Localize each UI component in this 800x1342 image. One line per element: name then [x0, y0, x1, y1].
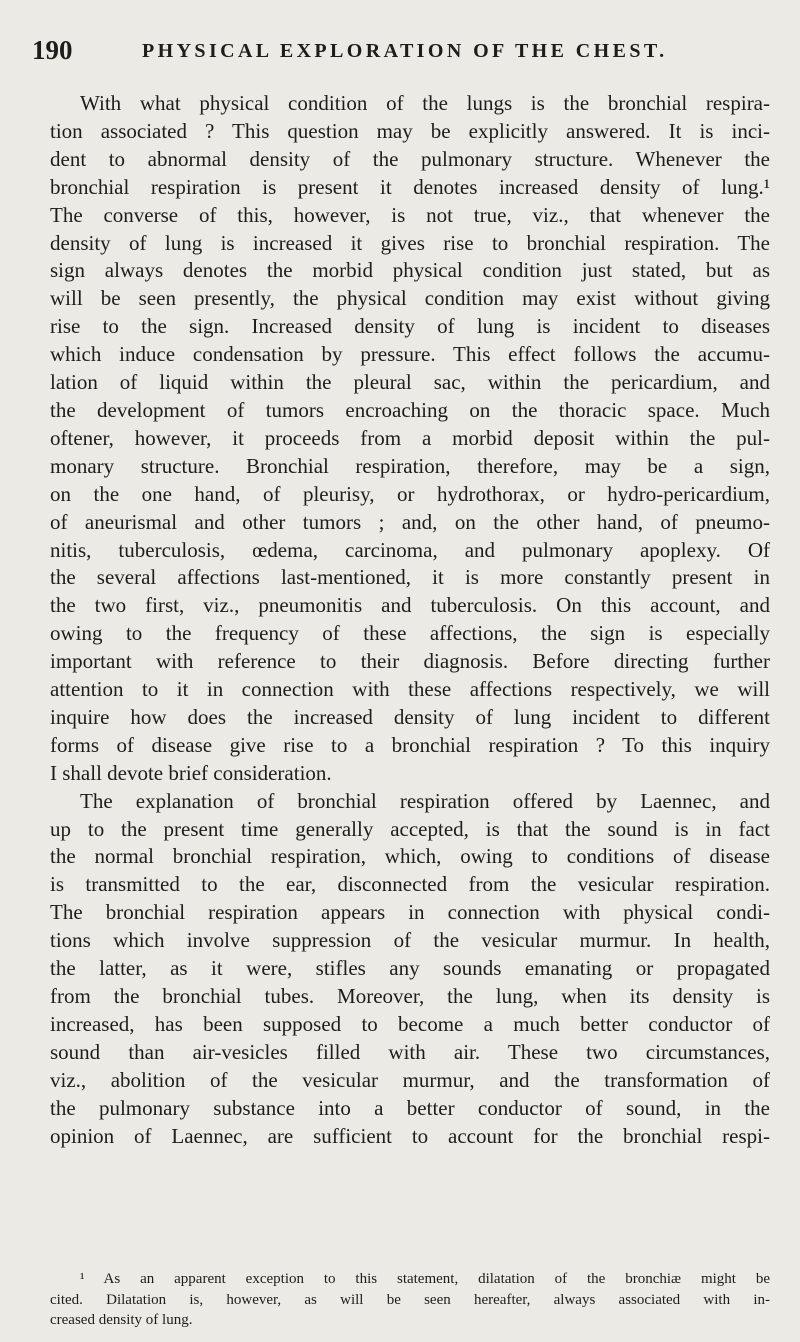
text-line: important with reference to their diagnosis. Before directing further [50, 649, 770, 674]
text-line: inquire how does the increased density of lung incident to different [50, 704, 770, 729]
text-line: the normal bronchial respiration, which, owing to conditions of disease [50, 844, 770, 869]
text-line: tions which involve suppression of the vesicular murmur. In health, [50, 928, 770, 953]
text-line: owing to the frequency of these affections, the sign is especially [50, 621, 770, 646]
text-line: With what physical condition of the lungs is the bronchial respira- [80, 91, 770, 115]
footnote-line: ¹ As an apparent exception to this statement, dilatation of the bronchiæ might be [80, 1271, 770, 1287]
text-line: viz., abolition of the vesicular murmur, and the transformation of [50, 1067, 770, 1092]
text-line: the two first, viz., pneumonitis and tuberculosis. On this account, and [50, 593, 770, 618]
text-line: oftener, however, it proceeds from a morbid deposit within the pul- [50, 425, 770, 450]
body-text [50, 90, 770, 1150]
footnote-line: cited. Dilatation is, however, as will be seen hereafter, always associated with in- [50, 1291, 770, 1308]
text-line: forms of disease give rise to a bronchial respiration ? To this inquiry [50, 732, 770, 757]
text-line: up to the present time generally accepted, is that the sound is in fact [50, 816, 770, 841]
text-line: tion associated ? This question may be explicitly answered. It is inci- [50, 118, 770, 143]
text-line: bronchial respiration is present it denotes increased density of lung.¹ [50, 174, 770, 199]
text-line: will be seen presently, the physical condition may exist without giving [50, 286, 770, 311]
text-line: monary structure. Bronchial respiration, therefore, may be a sign, [50, 453, 770, 478]
text-line: The explanation of bronchial respiration offered by Laennec, and [80, 788, 770, 813]
text-line: the pulmonary substance into a better conductor of sound, in the [50, 1095, 770, 1120]
text-line: opinion of Laennec, are sufficient to account for the bronchial respi- [50, 1123, 770, 1148]
text-line: sound than air-vesicles filled with air. These two circumstances, [50, 1039, 770, 1064]
text-line: of aneurismal and other tumors ; and, on the other hand, of pneumo- [50, 509, 770, 534]
text-line: lation of liquid within the pleural sac, within the pericardium, and [50, 370, 770, 395]
text-line: The bronchial respiration appears in connection with physical condi- [50, 900, 770, 925]
page-header [32, 34, 772, 74]
text-line: attention to it in connection with these affections respectively, we will [50, 677, 770, 702]
text-line: I shall devote brief consideration. [50, 760, 332, 785]
text-line: the development of tumors encroaching on the thoracic space. Much [50, 397, 770, 422]
text-line: nitis, tuberculosis, œdema, carcinoma, and pulmonary apoplexy. Of [50, 537, 770, 562]
text-line: from the bronchial tubes. Moreover, the lung, when its density is [50, 984, 770, 1008]
text-line: The converse of this, however, is not true, viz., that whenever the [50, 202, 770, 227]
text-line: density of lung is increased it gives rise to bronchial respiration. The [50, 230, 770, 255]
page-number: 190 [32, 35, 73, 65]
text-line: the several affections last-mentioned, it is more constantly present in [50, 565, 770, 590]
footnote-line: creased density of lung. [50, 1312, 193, 1328]
text-line: which induce condensation by pressure. This effect follows the accumu- [50, 342, 770, 367]
footnotes [50, 1269, 770, 1331]
text-line: sign always denotes the morbid physical condition just stated, but as [50, 258, 770, 283]
text-line: is transmitted to the ear, disconnected from the vesicular respiration. [50, 872, 770, 897]
text-line: on the one hand, of pleurisy, or hydrothorax, or hydro-pericardium, [50, 481, 770, 506]
text-line: dent to abnormal density of the pulmonary structure. Whenever the [50, 146, 770, 171]
running-head: PHYSICAL EXPLORATION OF THE CHEST. [142, 40, 668, 62]
text-line: the latter, as it were, stifles any sounds emanating or propagated [50, 956, 770, 981]
text-line: rise to the sign. Increased density of lung is incident to diseases [50, 314, 770, 339]
text-line: increased, has been supposed to become a much better conductor of [50, 1011, 770, 1036]
